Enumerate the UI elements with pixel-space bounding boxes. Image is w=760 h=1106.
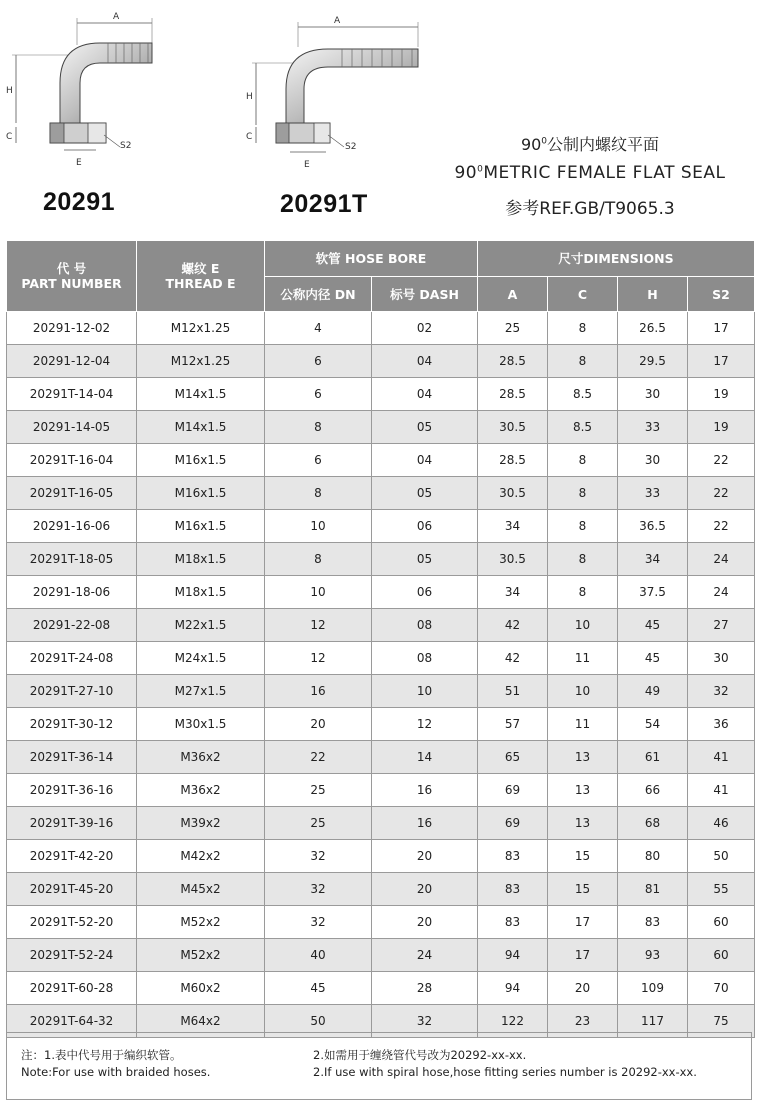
dim-a-label: A	[334, 16, 341, 26]
table-row	[7, 543, 755, 576]
cell-dim-s2: 22	[688, 510, 755, 543]
cell-part-number: 20291T-42-20	[7, 840, 137, 873]
cell-dim-a: 25	[478, 312, 548, 345]
cell-dim-s2: 46	[688, 807, 755, 840]
cell-dn: 12	[265, 642, 372, 675]
cell-dim-h: 68	[618, 807, 688, 840]
cell-dim-s2: 17	[688, 345, 755, 378]
cell-part-number: 20291-16-06	[7, 510, 137, 543]
cell-dim-h: 37.5	[618, 576, 688, 609]
cell-dim-c: 10	[548, 675, 618, 708]
cell-dim-a: 83	[478, 873, 548, 906]
header-h: H	[618, 277, 688, 312]
cell-dim-h: 33	[618, 477, 688, 510]
cell-dn: 10	[265, 510, 372, 543]
cell-dim-h: 45	[618, 642, 688, 675]
cell-dim-a: 122	[478, 1005, 548, 1038]
cell-thread: M12x1.25	[137, 345, 265, 378]
cell-thread: M52x2	[137, 939, 265, 972]
cell-thread: M14x1.5	[137, 411, 265, 444]
cell-dash: 02	[372, 312, 478, 345]
cell-dim-h: 83	[618, 906, 688, 939]
cell-dim-s2: 32	[688, 675, 755, 708]
cell-dim-c: 10	[548, 609, 618, 642]
cell-dim-s2: 75	[688, 1005, 755, 1038]
cell-dim-s2: 24	[688, 543, 755, 576]
table-row	[7, 873, 755, 906]
cell-thread: M16x1.5	[137, 444, 265, 477]
cell-part-number: 20291-14-05	[7, 411, 137, 444]
cell-dim-s2: 19	[688, 378, 755, 411]
cell-part-number: 20291T-27-10	[7, 675, 137, 708]
cell-dn: 8	[265, 477, 372, 510]
cell-dn: 50	[265, 1005, 372, 1038]
cell-dn: 12	[265, 609, 372, 642]
cell-thread: M16x1.5	[137, 477, 265, 510]
dim-c-label: C	[6, 132, 13, 142]
cell-thread: M64x2	[137, 1005, 265, 1038]
cell-thread: M18x1.5	[137, 576, 265, 609]
table-row	[7, 477, 755, 510]
cell-dim-h: 66	[618, 774, 688, 807]
cell-dim-s2: 70	[688, 972, 755, 1005]
header-dimensions: 尺寸DIMENSIONS	[478, 241, 755, 277]
cell-dim-a: 83	[478, 840, 548, 873]
cell-dash: 05	[372, 543, 478, 576]
table-row	[7, 939, 755, 972]
table-row	[7, 576, 755, 609]
cell-dash: 04	[372, 444, 478, 477]
cell-dn: 6	[265, 378, 372, 411]
cell-thread: M24x1.5	[137, 642, 265, 675]
cell-dn: 6	[265, 444, 372, 477]
cell-dim-a: 83	[478, 906, 548, 939]
cell-part-number: 20291T-16-05	[7, 477, 137, 510]
cell-dim-c: 20	[548, 972, 618, 1005]
cell-dash: 28	[372, 972, 478, 1005]
fitting-drawing-20291	[0, 5, 170, 175]
cell-dim-s2: 30	[688, 642, 755, 675]
cell-dim-c: 8	[548, 543, 618, 576]
cell-dim-s2: 27	[688, 609, 755, 642]
header-dn: 公称内径 DN	[265, 277, 372, 312]
cell-dim-h: 26.5	[618, 312, 688, 345]
cell-dim-h: 109	[618, 972, 688, 1005]
cell-dim-a: 42	[478, 609, 548, 642]
cell-part-number: 20291T-24-08	[7, 642, 137, 675]
cell-part-number: 20291-22-08	[7, 609, 137, 642]
fitting-drawing-20291t	[238, 5, 428, 175]
cell-dash: 04	[372, 345, 478, 378]
cell-part-number: 20291T-60-28	[7, 972, 137, 1005]
cell-dn: 8	[265, 543, 372, 576]
cell-dn: 16	[265, 675, 372, 708]
cell-part-number: 20291T-16-04	[7, 444, 137, 477]
cell-thread: M36x2	[137, 741, 265, 774]
cell-dash: 16	[372, 774, 478, 807]
notes-box	[6, 1032, 752, 1100]
cell-dim-c: 8	[548, 312, 618, 345]
cell-dash: 20	[372, 840, 478, 873]
cell-dim-c: 8.5	[548, 411, 618, 444]
cell-dim-h: 80	[618, 840, 688, 873]
cell-dim-h: 49	[618, 675, 688, 708]
cell-dim-a: 34	[478, 576, 548, 609]
cell-dash: 06	[372, 510, 478, 543]
cell-dash: 32	[372, 1005, 478, 1038]
cell-dim-c: 15	[548, 840, 618, 873]
cell-dim-a: 30.5	[478, 543, 548, 576]
cell-dim-s2: 60	[688, 906, 755, 939]
table-row	[7, 345, 755, 378]
cell-part-number: 20291T-36-14	[7, 741, 137, 774]
header-dash: 标号 DASH	[372, 277, 478, 312]
cell-dim-c: 8	[548, 477, 618, 510]
table-row	[7, 675, 755, 708]
cell-dim-s2: 36	[688, 708, 755, 741]
cell-dim-a: 28.5	[478, 345, 548, 378]
cell-dim-s2: 55	[688, 873, 755, 906]
cell-dn: 32	[265, 906, 372, 939]
cell-part-number: 20291-12-02	[7, 312, 137, 345]
spec-table	[6, 240, 755, 1038]
cell-dim-h: 30	[618, 378, 688, 411]
cell-dn: 25	[265, 774, 372, 807]
dim-s2-label: S2	[120, 141, 132, 151]
cell-dn: 32	[265, 873, 372, 906]
cell-dash: 08	[372, 642, 478, 675]
cell-dim-h: 36.5	[618, 510, 688, 543]
cell-dash: 04	[372, 378, 478, 411]
cell-thread: M42x2	[137, 840, 265, 873]
cell-dim-s2: 19	[688, 411, 755, 444]
cell-dim-a: 42	[478, 642, 548, 675]
cell-dim-a: 30.5	[478, 411, 548, 444]
model-number-20291t: 20291T	[280, 190, 368, 218]
cell-dim-a: 30.5	[478, 477, 548, 510]
header-s2: S2	[688, 277, 755, 312]
table-row	[7, 411, 755, 444]
cell-dim-a: 94	[478, 939, 548, 972]
cell-dash: 08	[372, 609, 478, 642]
cell-dim-a: 65	[478, 741, 548, 774]
cell-thread: M52x2	[137, 906, 265, 939]
cell-dim-a: 69	[478, 774, 548, 807]
cell-part-number: 20291T-18-05	[7, 543, 137, 576]
dim-a-label: A	[113, 12, 120, 22]
header-a: A	[478, 277, 548, 312]
cell-thread: M39x2	[137, 807, 265, 840]
note-1-en: Note:For use with braided hoses.	[21, 1065, 211, 1079]
cell-dim-h: 54	[618, 708, 688, 741]
table-row	[7, 840, 755, 873]
cell-dim-c: 8	[548, 510, 618, 543]
cell-dim-c: 17	[548, 906, 618, 939]
cell-part-number: 20291-12-04	[7, 345, 137, 378]
cell-dim-c: 23	[548, 1005, 618, 1038]
cell-dim-h: 81	[618, 873, 688, 906]
title-cn: $90^0$公制内螺纹平面	[520, 135, 660, 154]
cell-dash: 10	[372, 675, 478, 708]
table-row	[7, 609, 755, 642]
cell-dim-c: 8	[548, 345, 618, 378]
cell-dim-h: 117	[618, 1005, 688, 1038]
cell-dim-c: 13	[548, 741, 618, 774]
cell-dn: 32	[265, 840, 372, 873]
header-part-number: 代 号 PART NUMBER	[7, 241, 137, 312]
dim-c-label: C	[246, 132, 253, 142]
cell-dim-s2: 22	[688, 444, 755, 477]
cell-dash: 14	[372, 741, 478, 774]
cell-dim-h: 29.5	[618, 345, 688, 378]
cell-dim-c: 8	[548, 576, 618, 609]
cell-part-number: 20291T-14-04	[7, 378, 137, 411]
table-row	[7, 642, 755, 675]
cell-thread: M60x2	[137, 972, 265, 1005]
header-c: C	[548, 277, 618, 312]
cell-dim-h: 34	[618, 543, 688, 576]
cell-dim-a: 28.5	[478, 444, 548, 477]
cell-dim-c: 11	[548, 642, 618, 675]
cell-dim-a: 57	[478, 708, 548, 741]
cell-dim-s2: 24	[688, 576, 755, 609]
cell-dim-c: 15	[548, 873, 618, 906]
cell-dim-a: 94	[478, 972, 548, 1005]
dim-h-label: H	[6, 86, 13, 96]
cell-dim-s2: 17	[688, 312, 755, 345]
header-thread: 螺纹 E THREAD E	[137, 241, 265, 312]
cell-dn: 8	[265, 411, 372, 444]
table-row	[7, 972, 755, 1005]
cell-dim-s2: 22	[688, 477, 755, 510]
cell-dash: 05	[372, 477, 478, 510]
note-2-cn: 2.如需用于缠绕管代号改为20292-xx-xx.	[313, 1048, 527, 1062]
cell-part-number: 20291T-52-20	[7, 906, 137, 939]
table-row	[7, 906, 755, 939]
table-row	[7, 444, 755, 477]
cell-dash: 05	[372, 411, 478, 444]
cell-thread: M45x2	[137, 873, 265, 906]
cell-dn: 20	[265, 708, 372, 741]
dim-e-label: E	[304, 160, 310, 170]
table-row	[7, 741, 755, 774]
model-number-20291: 20291	[43, 188, 116, 216]
cell-dim-c: 13	[548, 774, 618, 807]
spec-table-body	[7, 312, 755, 1038]
dim-s2-label: S2	[345, 142, 357, 152]
cell-dn: 22	[265, 741, 372, 774]
cell-thread: M27x1.5	[137, 675, 265, 708]
header-hose-bore: 软管 HOSE BORE	[265, 241, 478, 277]
table-row	[7, 312, 755, 345]
cell-thread: M16x1.5	[137, 510, 265, 543]
cell-dim-a: 69	[478, 807, 548, 840]
note-2-en: 2.If use with spiral hose,hose fitting series number is 20292-xx-xx.	[313, 1065, 697, 1079]
cell-thread: M18x1.5	[137, 543, 265, 576]
cell-dim-s2: 50	[688, 840, 755, 873]
table-row	[7, 378, 755, 411]
cell-dn: 6	[265, 345, 372, 378]
cell-part-number: 20291T-45-20	[7, 873, 137, 906]
cell-part-number: 20291T-30-12	[7, 708, 137, 741]
title-reference: 参考REF.GB/T9065.3	[505, 199, 675, 219]
cell-thread: M12x1.25	[137, 312, 265, 345]
cell-dim-s2: 60	[688, 939, 755, 972]
cell-dim-h: 93	[618, 939, 688, 972]
table-row	[7, 510, 755, 543]
cell-dn: 40	[265, 939, 372, 972]
cell-dim-a: 51	[478, 675, 548, 708]
cell-dim-h: 33	[618, 411, 688, 444]
cell-dim-h: 45	[618, 609, 688, 642]
cell-dim-c: 8	[548, 444, 618, 477]
cell-dim-h: 30	[618, 444, 688, 477]
cell-dim-c: 8.5	[548, 378, 618, 411]
cell-thread: M14x1.5	[137, 378, 265, 411]
cell-dn: 4	[265, 312, 372, 345]
table-row	[7, 807, 755, 840]
cell-thread: M22x1.5	[137, 609, 265, 642]
cell-dim-c: 17	[548, 939, 618, 972]
cell-dash: 24	[372, 939, 478, 972]
cell-thread: M30x1.5	[137, 708, 265, 741]
cell-dim-a: 34	[478, 510, 548, 543]
title-en: $90^0METRIC$ FEMALE FLAT SEAL	[454, 163, 726, 183]
cell-dn: 25	[265, 807, 372, 840]
cell-part-number: 20291T-39-16	[7, 807, 137, 840]
cell-part-number: 20291T-64-32	[7, 1005, 137, 1038]
cell-part-number: 20291T-52-24	[7, 939, 137, 972]
cell-dim-s2: 41	[688, 774, 755, 807]
note-1-cn: 注：1.表中代号用于编织软管。	[21, 1048, 182, 1062]
cell-thread: M36x2	[137, 774, 265, 807]
cell-dash: 06	[372, 576, 478, 609]
cell-dim-c: 13	[548, 807, 618, 840]
cell-dash: 20	[372, 873, 478, 906]
cell-dash: 16	[372, 807, 478, 840]
cell-dash: 12	[372, 708, 478, 741]
cell-dn: 45	[265, 972, 372, 1005]
cell-dn: 10	[265, 576, 372, 609]
table-row	[7, 708, 755, 741]
table-row	[7, 774, 755, 807]
cell-dim-h: 61	[618, 741, 688, 774]
dim-h-label: H	[246, 92, 253, 102]
cell-part-number: 20291-18-06	[7, 576, 137, 609]
cell-dash: 20	[372, 906, 478, 939]
dim-e-label: E	[76, 158, 82, 168]
cell-dim-a: 28.5	[478, 378, 548, 411]
cell-dim-s2: 41	[688, 741, 755, 774]
cell-part-number: 20291T-36-16	[7, 774, 137, 807]
cell-dim-c: 11	[548, 708, 618, 741]
